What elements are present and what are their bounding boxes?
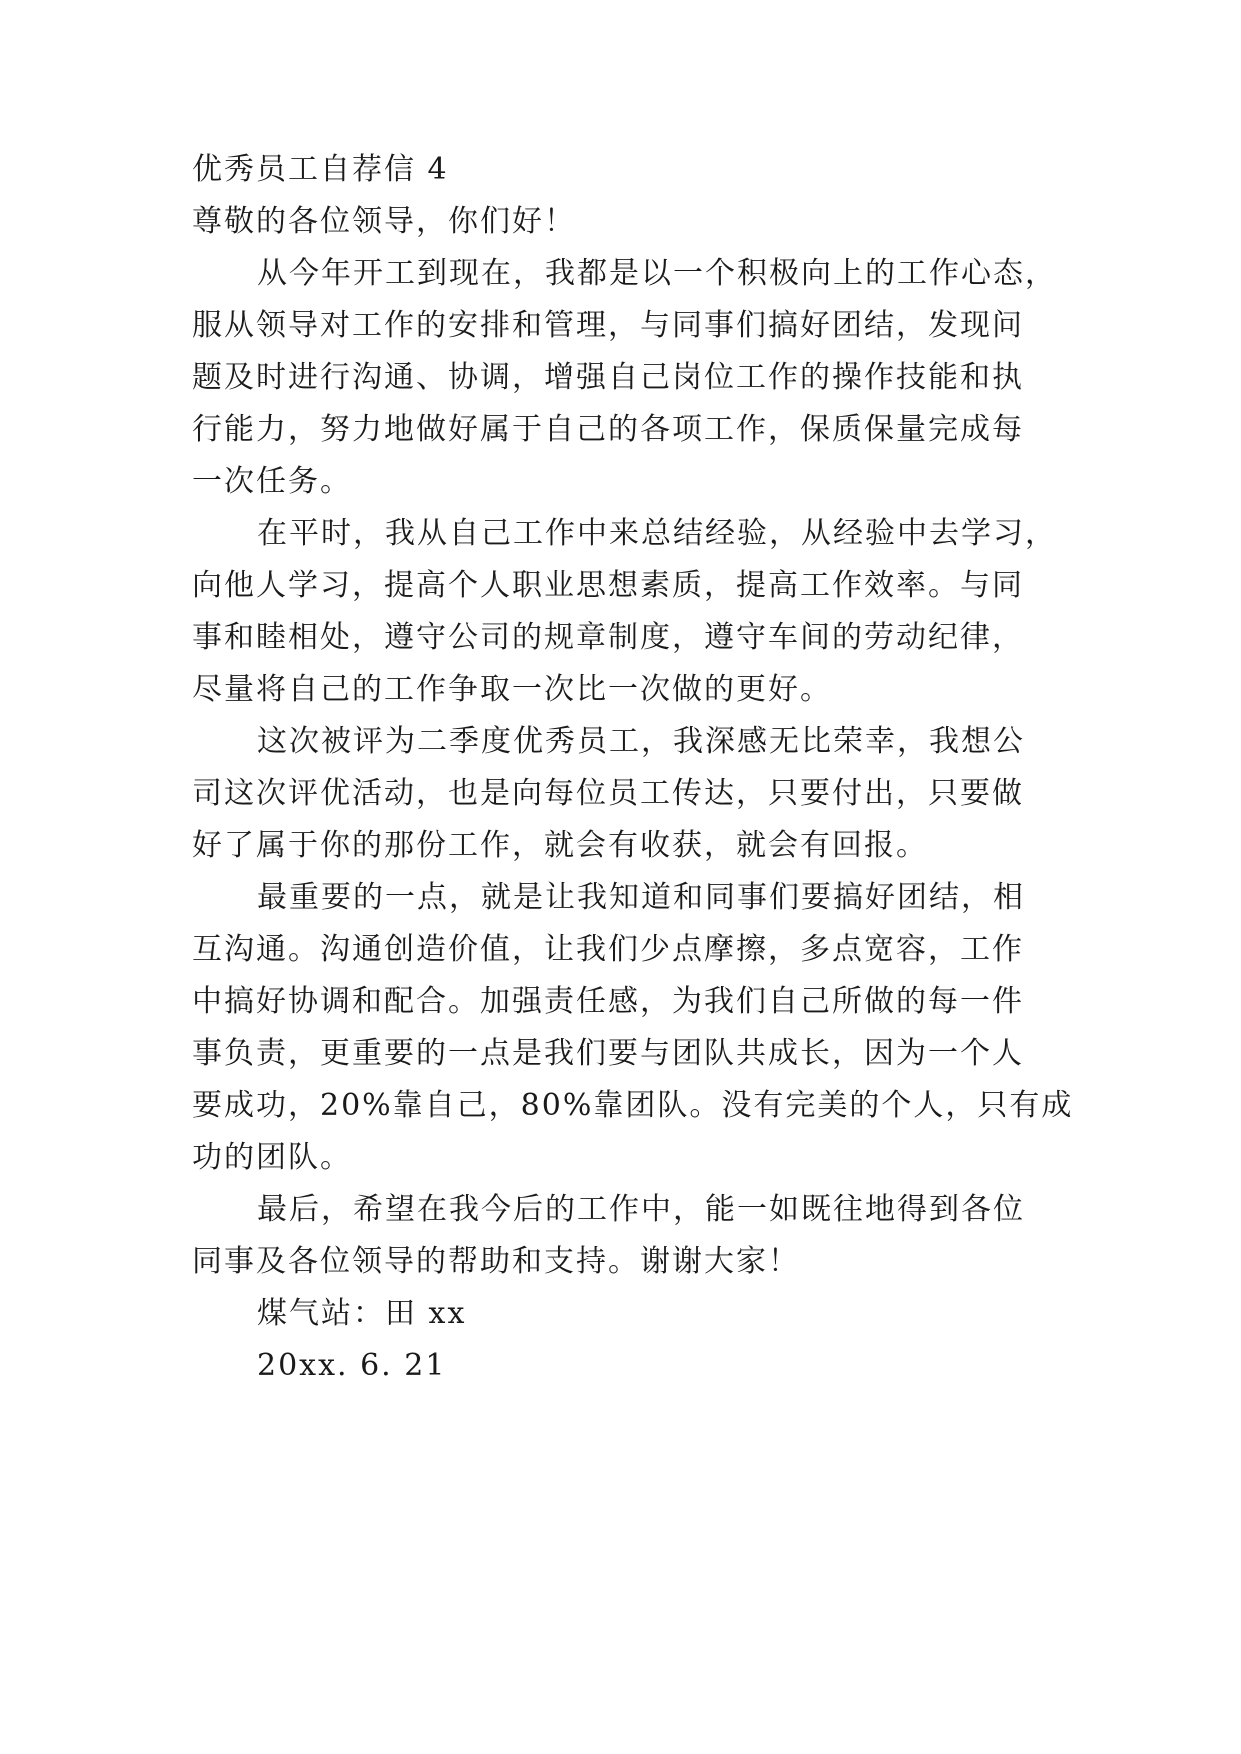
paragraph-4-line-2: 互沟通。沟通创造价值，让我们少点摩擦，多点宽容，工作 bbox=[192, 932, 1024, 967]
paragraph-2-line-4: 尽量将自己的工作争取一次比一次做的更好。 bbox=[192, 672, 832, 707]
paragraph-4-line-5: 要成功，20%靠自己，80%靠团队。没有完美的个人，只有成 bbox=[192, 1088, 1074, 1123]
paragraph-2-line-1: 在平时，我从自己工作中来总结经验，从经验中去学习， bbox=[257, 516, 1057, 551]
paragraph-1-line-3: 题及时进行沟通、协调，增强自己岗位工作的操作技能和执 bbox=[192, 360, 1024, 395]
signature: 煤气站：田 xx bbox=[257, 1296, 467, 1331]
paragraph-3-line-1: 这次被评为二季度优秀员工，我深感无比荣幸，我想公 bbox=[257, 724, 1025, 759]
paragraph-5-line-2: 同事及各位领导的帮助和支持。谢谢大家！ bbox=[192, 1244, 800, 1279]
paragraph-2-line-2: 向他人学习，提高个人职业思想素质，提高工作效率。与同 bbox=[192, 568, 1024, 603]
date: 20xx. 6. 21 bbox=[257, 1348, 447, 1383]
paragraph-4-line-3: 中搞好协调和配合。加强责任感，为我们自己所做的每一件 bbox=[192, 984, 1024, 1019]
paragraph-5-line-1: 最后，希望在我今后的工作中，能一如既往地得到各位 bbox=[257, 1192, 1025, 1227]
salutation: 尊敬的各位领导，你们好！ bbox=[192, 204, 576, 239]
paragraph-1-line-1: 从今年开工到现在，我都是以一个积极向上的工作心态， bbox=[257, 256, 1057, 291]
paragraph-1-line-5: 一次任务。 bbox=[192, 464, 352, 499]
paragraph-4-line-1: 最重要的一点，就是让我知道和同事们要搞好团结，相 bbox=[257, 880, 1025, 915]
paragraph-1-line-4: 行能力，努力地做好属于自己的各项工作，保质保量完成每 bbox=[192, 412, 1024, 447]
paragraph-1-line-2: 服从领导对工作的安排和管理，与同事们搞好团结，发现问 bbox=[192, 308, 1024, 343]
paragraph-4-line-4: 事负责，更重要的一点是我们要与团队共成长，因为一个人 bbox=[192, 1036, 1024, 1071]
paragraph-3-line-3: 好了属于你的那份工作，就会有收获，就会有回报。 bbox=[192, 828, 928, 863]
paragraph-3-line-2: 司这次评优活动，也是向每位员工传达，只要付出，只要做 bbox=[192, 776, 1024, 811]
paragraph-2-line-3: 事和睦相处，遵守公司的规章制度，遵守车间的劳动纪律， bbox=[192, 620, 1024, 655]
document-title: 优秀员工自荐信 4 bbox=[192, 152, 449, 187]
paragraph-4-line-6: 功的团队。 bbox=[192, 1140, 352, 1175]
